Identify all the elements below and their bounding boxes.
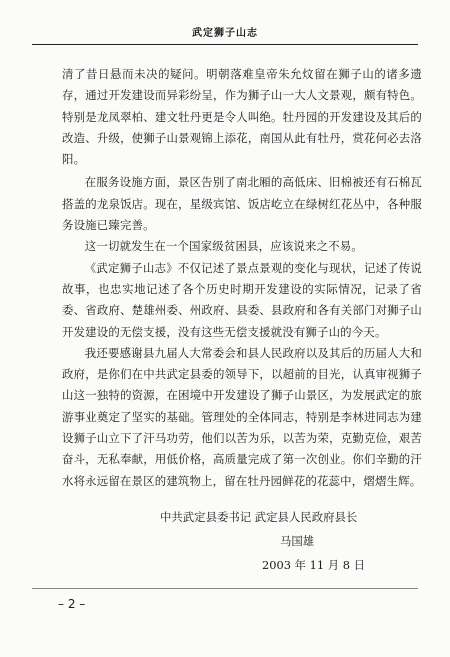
footer-rule (32, 588, 418, 589)
signature-name: 马国雄 (280, 534, 315, 548)
running-header-title: 武定狮子山志 (192, 28, 258, 39)
paragraph-5: 我还要感谢县九届人大常委会和县人民政府以及其后的历届人大和政府，是你们在中共武定县委的领导下，以超前的目光，认真审视狮子山这一独特的资源，在困境中开发建设了狮子山景区，为发展武定的旅游事业奠定了坚实的基础。管理处的全体同志，特别是李林进同志为建设狮子山立下了汗马功劳，他们以苦为乐，以苦为荣，克勤克俭，艰苦奋斗，无私奉献，用低价格，高质量完成了第一次创业。你们辛勤的汗水将永远留在景区的建筑物上，留在牡丹园鲜花的花蕊中，熠熠生辉。 (62, 345, 422, 488)
body-text (62, 64, 422, 492)
header-rule (32, 44, 418, 45)
signature-titles: 中共武定县委书记 武定县人民政府县长 (160, 510, 358, 524)
paragraph-4: 《武定狮子山志》不仅记述了景点景观的变化与现状，记述了传说故事，也忠实地记述了各个历史时期开发建设的实际情况，记录了省委、省政府、楚雄州委、州政府、县委、县政府和各有关部门对狮子山开发建设的无偿支援，没有这些无偿支援就没有狮子山的今天。 (62, 260, 422, 339)
paragraph-2: 在服务设施方面，景区告别了南北厢的高低床、旧棉被还有石棉瓦搭盖的龙泉饭店。现在，星级宾馆、饭店屹立在绿树红花丛中，各种服务设施已臻完善。 (62, 175, 422, 233)
page-number: – 2 – (58, 597, 86, 611)
signature-date: 2003 年 11 月 8 日 (262, 558, 366, 572)
paragraph-1: 清了昔日悬而未决的疑问。明朝落难皇帝朱允炆留在狮子山的诸多遗存，通过开发建设而异彩纷呈，作为狮子山一大人文景观，颇有特色。特别是龙凤翠柏、建文牡丹更是令人叫绝。牡丹园的开发建设及其后的改造、升级，使狮子山景观锦上添花，南国从此有牡丹，赏花何必去洛阳。 (62, 67, 422, 167)
paragraph-3: 这一切就发生在一个国家级贫困县，应该说来之不易。 (84, 239, 363, 254)
